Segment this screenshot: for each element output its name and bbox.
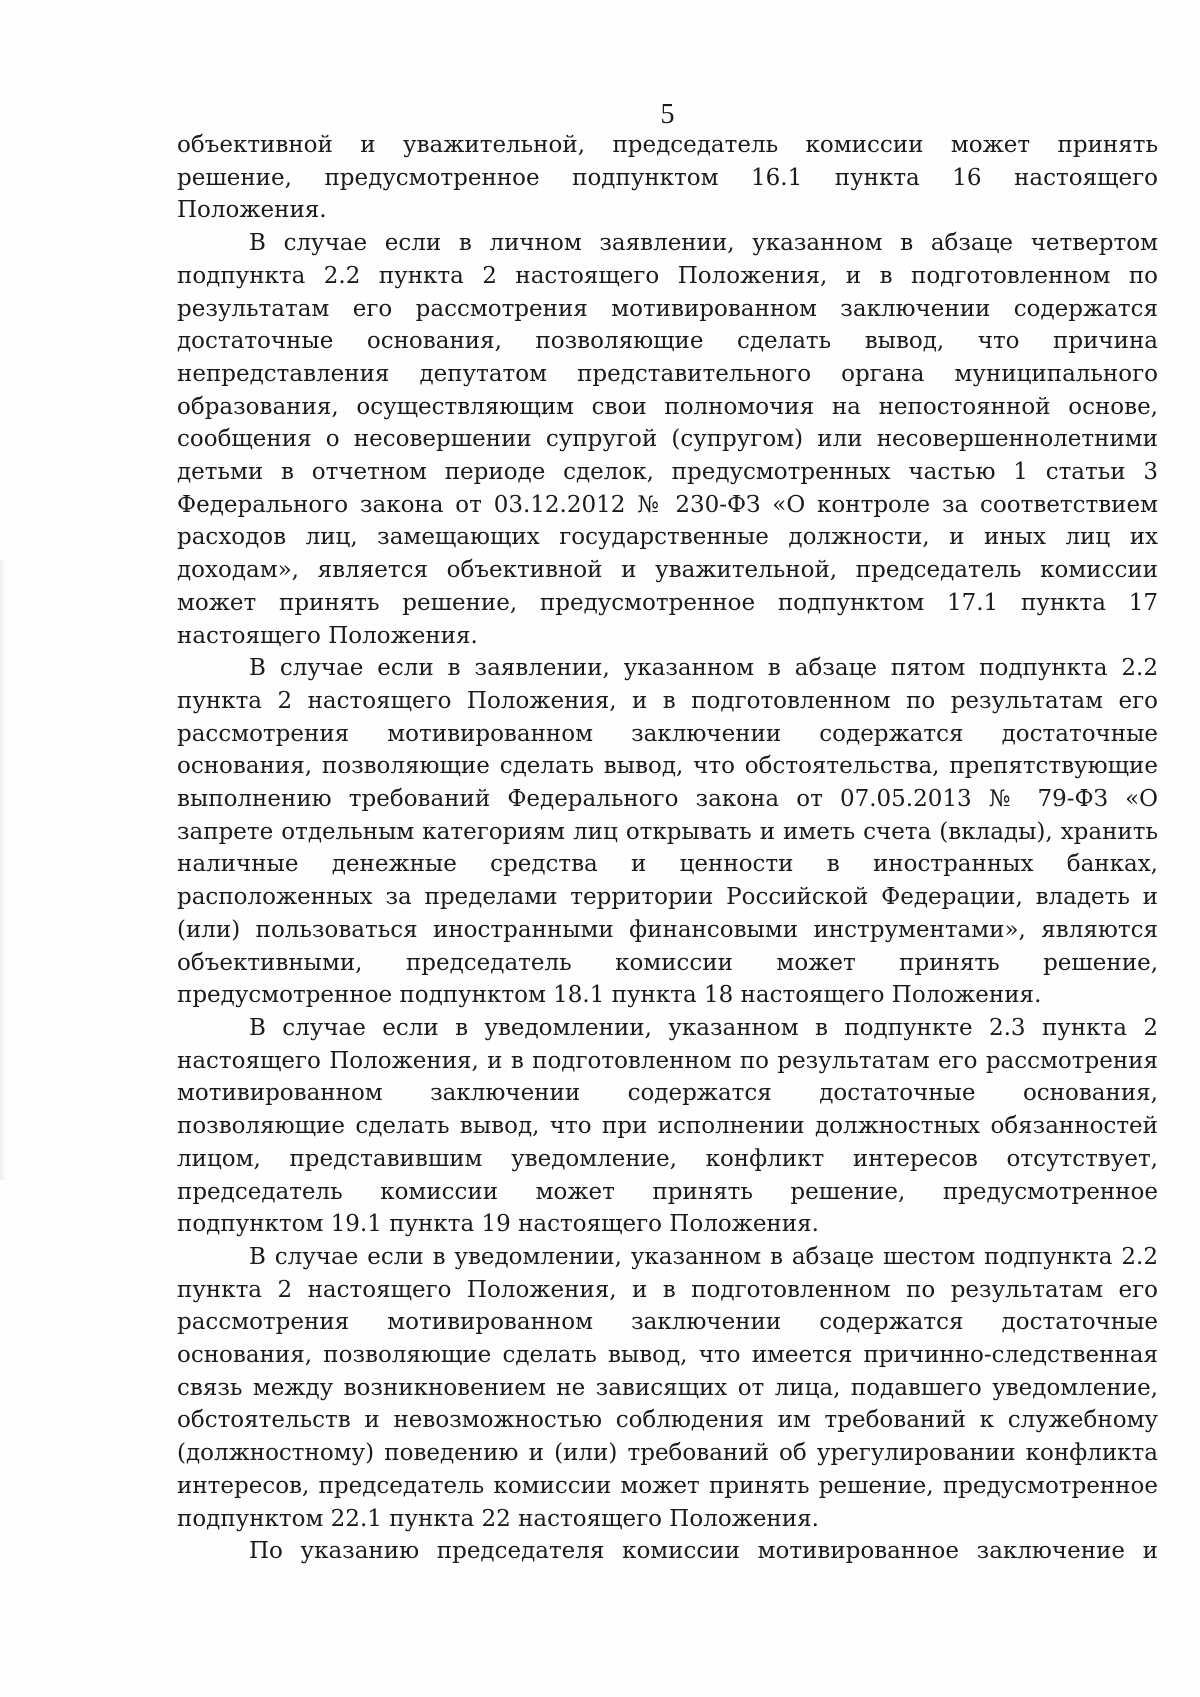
- document-body: [177, 129, 1158, 1568]
- paragraph-conflict-notification: В случае если в уведомлении, указанном в подпункте 2.3 пункта 2 настоящего Положения, и в подготовленном по результатам его рассмотрения мотивированном заключении содержатся достаточные основания, позволяющие сделать вывод, что при исполнении должностных обязанностей лицом, представившим уведомление, конфликт интересов отсутствует, председатель комиссии может принять решение, предусмотренное подпунктом 19.1 пункта 19 настоящего Положения.: [177, 1014, 1158, 1238]
- paragraph-continuation: объективной и уважительной, председатель комиссии может принять решение, предусмотренное подпунктом 16.1 пункта 16 настоящего Положения.: [177, 132, 1158, 224]
- page-number: 5: [660, 99, 675, 130]
- paragraph-chairman-instruction: По указанию председателя комиссии мотивированное заключение и: [249, 1538, 1158, 1565]
- scan-edge-shadow: [0, 560, 6, 1180]
- paragraph-personal-statement: В случае если в личном заявлении, указанном в абзаце четвертом подпункта 2.2 пункта 2 настоящего Положения, и в подготовленном по результатам его рассмотрения мотивированном заключении содержатся достаточные основания, позволяющие сделать вывод, что причина непредставления депутатом представительного органа муниципального образования, осуществляющим свои полномочия на непостоянной основе, сообщения о несовершении супругой (супругом) или несовершеннолетними детьми в отчетном периоде сделок, предусмотренных частью 1 статьи 3 Федерального закона от 03.12.2012 № 230-ФЗ «О контроле за соответствием расходов лиц, замещающих государственные должности, и иных лиц их доходам», является объективной и уважительной, председатель комиссии может принять решение, предусмотренное подпунктом 17.1 пункта 17 настоящего Положения.: [177, 230, 1158, 649]
- paragraph-foreign-accounts: В случае если в заявлении, указанном в абзаце пятом подпункта 2.2 пункта 2 настоящего Положения, и в подготовленном по результатам его рассмотрения мотивированном заключении содержатся достаточные основания, позволяющие сделать вывод, что обстоятельства, препятствующие выполнению требований Федерального закона от 07.05.2013 № 79-ФЗ «О запрете отдельным категориям лиц открывать и иметь счета (вклады), хранить наличные денежные средства и ценности в иностранных банках, расположенных за пределами территории Российской Федерации, владеть и (или) пользоваться иностранными финансовыми инструментами», являются объективными, председатель комиссии может принять решение, предусмотренное подпунктом 18.1 пункта 18 настоящего Положения.: [177, 655, 1158, 1009]
- paragraph-causal-link: В случае если в уведомлении, указанном в абзаце шестом подпункта 2.2 пункта 2 настоящего Положения, и в подготовленном по результатам его рассмотрения мотивированном заключении содержатся достаточные основания, позволяющие сделать вывод, что имеется причинно-следственная связь между возникновением не зависящих от лица, подавшего уведомление, обстоятельств и невозможностью соблюдения им требований к служебному (должностному) поведению и (или) требований об урегулировании конфликта интересов, председатель комиссии может принять решение, предусмотренное подпунктом 22.1 пункта 22 настоящего Положения.: [177, 1243, 1158, 1532]
